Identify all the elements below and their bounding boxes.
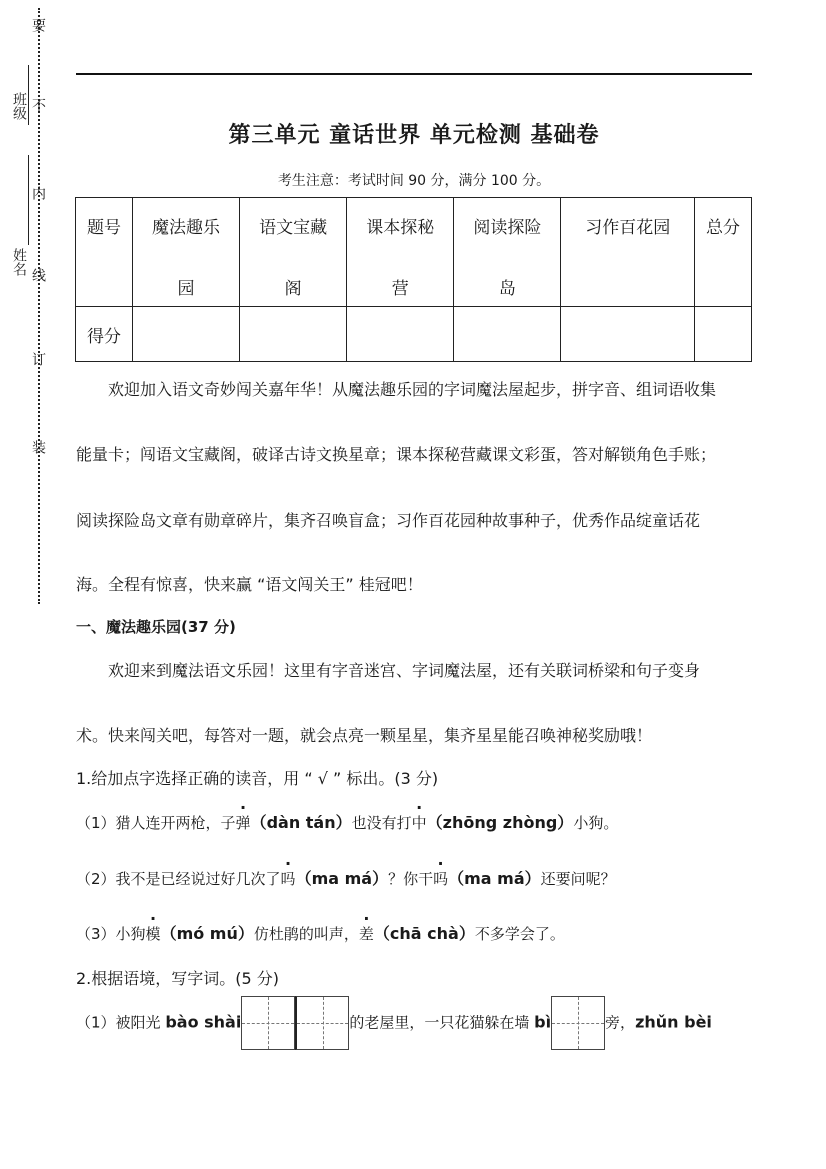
seal-char: 要 <box>30 18 46 32</box>
dotted-char: 吗 <box>433 870 449 888</box>
pinyin-options[interactable]: （ma má） <box>448 869 541 888</box>
dotted-char: 差 <box>358 925 374 943</box>
score-table-header: 习作百花园 <box>561 198 695 307</box>
question-item: （1）猎人连开两枪，子弹（dàn tán）也没有打中（zhōng zhòng）小狗。 <box>76 813 619 832</box>
section-heading: 一、魔法趣乐园(37 分) <box>76 618 236 636</box>
writing-grid[interactable] <box>241 996 349 1050</box>
intro-line: 能量卡；闯语文宝藏阁，破译古诗文换星章；课本探秘营藏课文彩蛋，答对解锁角色手账； <box>76 445 717 464</box>
seal-char: 订 <box>30 352 46 366</box>
score-table-header: 语文宝藏 阁 <box>240 198 347 307</box>
pinyin-options[interactable]: （ma má） <box>295 869 389 888</box>
name-blank-line <box>28 155 29 245</box>
score-table <box>75 197 752 362</box>
class-blank-line <box>28 65 29 125</box>
pinyin-options[interactable]: （chā chà） <box>373 924 475 943</box>
pinyin-options[interactable]: （mó mú） <box>160 924 254 943</box>
score-cell[interactable] <box>454 307 561 362</box>
page-title: 第三单元 童话世界 单元检测 基础卷 <box>228 123 600 148</box>
score-table-header: 魔法趣乐 园 <box>133 198 240 307</box>
score-cell[interactable] <box>133 307 240 362</box>
score-cell[interactable] <box>240 307 347 362</box>
question-item: （3）小狗模（mó mú）仿杜鹃的叫声，差（chā chà）不多学会了。 <box>76 924 565 943</box>
pinyin-prompt: zhǔn bèi <box>635 1012 712 1032</box>
intro-line: 阅读探险岛文章有勋章碎片，集齐召唤盲盒；习作百花园种故事种子，优秀作品绽童话花 <box>76 511 701 530</box>
exam-notice: 考生注意：考试时间 90 分，满分 100 分。 <box>277 173 551 189</box>
seal-char: 内 <box>30 186 46 200</box>
writing-grid[interactable] <box>551 996 605 1050</box>
question-stem: 2.根据语境，写字词。(5 分) <box>76 969 280 988</box>
section-intro-line: 术。快来闯关吧，每答对一题，就会点亮一颗星星，集齐星星能召唤神秘奖励哦！ <box>76 726 653 745</box>
name-label: 姓名 <box>11 248 27 276</box>
pinyin-prompt: bì <box>534 1012 552 1032</box>
dotted-char: 弹 <box>235 814 251 832</box>
score-row-label: 得分 <box>76 307 133 362</box>
seal-char: 装 <box>30 440 46 454</box>
question-stem: 1.给加点字选择正确的读音，用 “ √ ” 标出。(3 分) <box>76 769 439 788</box>
dotted-char: 吗 <box>280 870 296 888</box>
question-item: （1）被阳光 bào shài 的老屋里，一只花猫躲在墙 bì 旁，zhǔn bèi <box>76 996 756 1050</box>
pinyin-options[interactable]: （dàn tán） <box>250 813 352 832</box>
intro-line: 海。全程有惊喜，快来赢 “语文闯关王” 桂冠吧！ <box>76 575 423 594</box>
question-item: （2）我不是已经说过好几次了吗（ma má）？你干吗（ma má）还要问呢？ <box>76 869 616 888</box>
dotted-char: 模 <box>145 925 161 943</box>
score-table-header: 课本探秘 营 <box>347 198 454 307</box>
score-cell[interactable] <box>347 307 454 362</box>
score-table-header: 总分 <box>695 198 752 307</box>
class-label: 班级 <box>11 92 27 120</box>
score-cell[interactable] <box>695 307 752 362</box>
score-table-header: 阅读探险 岛 <box>454 198 561 307</box>
intro-line: 欢迎加入语文奇妙闯关嘉年华！从魔法趣乐园的字词魔法屋起步，拼字音、组词语收集 <box>108 380 717 399</box>
pinyin-prompt: bào shài <box>165 1012 242 1032</box>
seal-char: 线 <box>30 268 46 282</box>
seal-char: 不 <box>30 98 46 112</box>
top-rule <box>76 73 752 75</box>
section-intro-line: 欢迎来到魔法语文乐园！这里有字音迷宫、字词魔法屋，还有关联词桥梁和句子变身 <box>108 661 701 680</box>
dotted-char: 中 <box>411 814 427 832</box>
score-table-row-label: 题号 <box>76 198 133 307</box>
pinyin-options[interactable]: （zhōng zhòng） <box>426 813 574 832</box>
score-cell[interactable] <box>561 307 695 362</box>
